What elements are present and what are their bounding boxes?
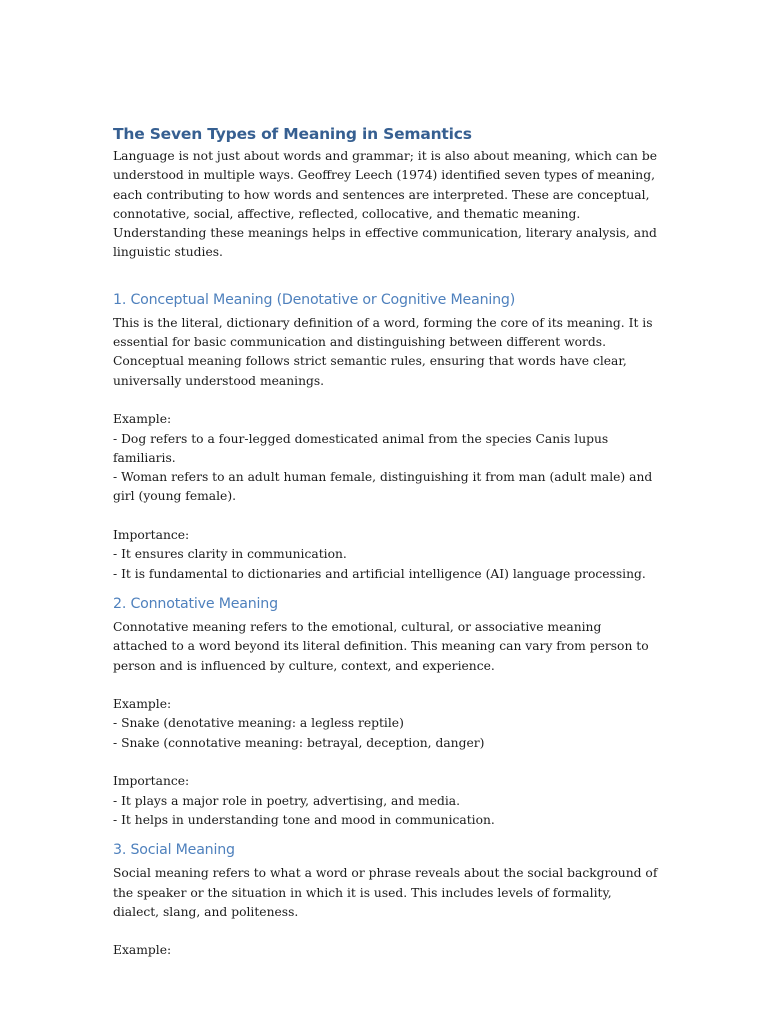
- document-title: The Seven Types of Meaning in Semantics: [113, 125, 472, 143]
- section-heading: 3. Social Meaning: [113, 842, 235, 859]
- example-label: Example:: [113, 697, 172, 712]
- section-social-meaning: [113, 840, 658, 960]
- example-item: - Woman refers to an adult human female, distinguishing it from man (adult male) and girl (young female).: [113, 470, 653, 504]
- example-item: - Snake (connotative meaning: betrayal, deception, danger): [113, 735, 485, 750]
- example-item: - Snake (denotative meaning: a legless reptile): [113, 716, 404, 731]
- section-heading: 1. Conceptual Meaning (Denotative or Cognitive Meaning): [113, 291, 516, 308]
- importance-label: Importance:: [113, 528, 190, 543]
- section-connotative-meaning: [113, 594, 658, 830]
- section-body: Social meaning refers to what a word or phrase reveals about the social background of the speaker or the situation in which it is used. This includes levels of formality, dialect, slang, and politeness.: [113, 866, 658, 919]
- example-item: - Dog refers to a four-legged domesticated animal from the species Canis lupus familiaris.: [113, 431, 609, 465]
- importance-item: - It helps in understanding tone and mood in communication.: [113, 812, 495, 827]
- intro-paragraph: Language is not just about words and grammar; it is also about meaning, which can be understood in multiple ways. Geoffrey Leech (1974) identified seven types of meaning, each contributing to how words and sentences are interpreted. These are conceptual, connotative, social, affective, reflected, collocative, and thematic meaning. Understanding these meanings helps in effective communication, literary analysis, and linguistic studies.: [113, 149, 658, 260]
- importance-item: - It ensures clarity in communication.: [113, 547, 347, 562]
- section-conceptual-meaning: [113, 290, 658, 584]
- importance-item: - It is fundamental to dictionaries and artificial intelligence (AI) language processing.: [113, 566, 646, 581]
- section-body: This is the literal, dictionary definition of a word, forming the core of its meaning. It is essential for basic communication and distinguishing between different words. Conceptual meaning follows strict semantic rules, ensuring that words have clear, universally understood meanings.: [113, 315, 653, 388]
- importance-label: Importance:: [113, 774, 190, 789]
- example-label: Example:: [113, 943, 172, 958]
- importance-item: - It plays a major role in poetry, advertising, and media.: [113, 793, 461, 808]
- section-body: Connotative meaning refers to the emotional, cultural, or associative meaning attached to a word beyond its literal definition. This meaning can vary from person to person and is influenced by culture, context, and experience.: [113, 619, 649, 673]
- example-label: Example:: [113, 412, 172, 427]
- section-heading: 2. Connotative Meaning: [113, 595, 278, 612]
